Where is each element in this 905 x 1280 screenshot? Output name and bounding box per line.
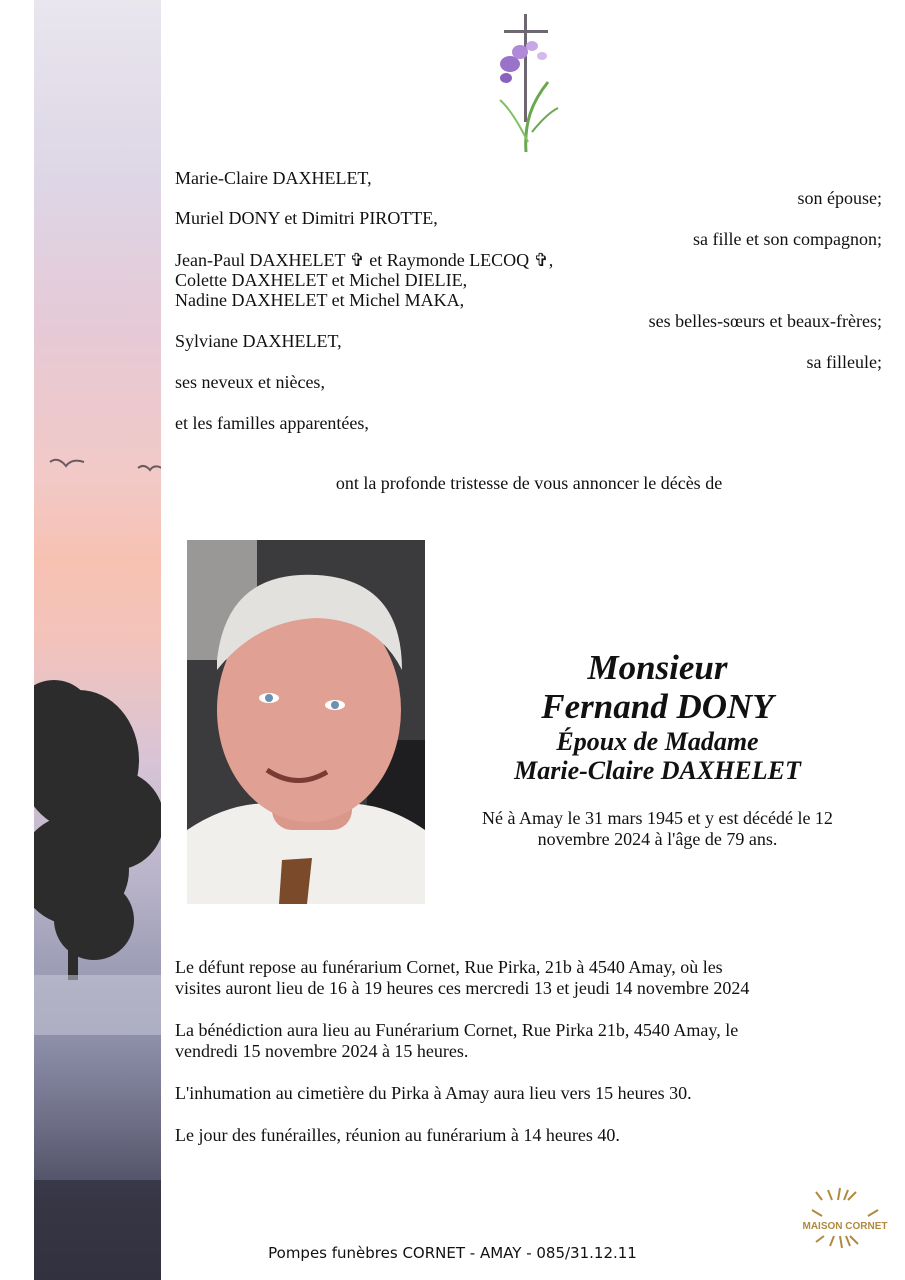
family-line: Muriel DONY et Dimitri PIROTTE, [175,208,438,228]
portrait-photo [187,540,425,904]
cross-flower-icon [488,12,568,160]
family-relation: sa filleule; [806,352,882,372]
decorative-side-panel [34,0,161,1280]
announcement-text: ont la profonde tristesse de vous annoncer le décès de [335,473,723,493]
spouse-line: Époux de Madame [556,727,759,756]
details-paragraph: La bénédiction aura lieu au Funérarium Cornet, Rue Pirka 21b, 4540 Amay, le [175,1020,739,1040]
family-line: Marie-Claire DAXHELET, [175,168,372,188]
family-line: Colette DAXHELET et Michel DIELIE, [175,270,468,290]
family-line: Jean-Paul DAXHELET ✞ et Raymonde LECOQ ✞, [175,250,554,270]
family-relation: son épouse; [797,188,882,208]
family-line: Nadine DAXHELET et Michel MAKA, [175,290,465,310]
details-paragraph: vendredi 15 novembre 2024 à 15 heures. [175,1041,469,1061]
footer-contact: Pompes funèbres CORNET - AMAY - 085/31.12.11 [268,1244,637,1262]
family-line: ses neveux et nièces, [175,372,325,392]
family-relation: ses belles-sœurs et beaux-frères; [648,311,882,331]
details-paragraph: Le jour des funérailles, réunion au funérarium à 14 heures 40. [175,1125,620,1145]
bird-icon [50,460,84,466]
svg-text:MAISON CORNET: MAISON CORNET [802,1221,888,1232]
family-line: Sylviane DAXHELET, [175,331,342,351]
deceased-name: Fernand DONY [541,687,774,726]
birth-death-info: novembre 2024 à l'âge de 79 ans. [537,829,778,849]
details-paragraph: L'inhumation au cimetière du Pirka à Amay aura lieu vers 15 heures 30. [175,1083,692,1103]
spouse-name: Marie-Claire DAXHELET [514,756,801,785]
family-relation: sa fille et son compagnon; [693,229,882,249]
birth-death-info: Né à Amay le 31 mars 1945 et y est décédé le 12 [482,808,833,828]
details-paragraph: Le défunt repose au funérarium Cornet, Rue Pirka, 21b à 4540 Amay, où les [175,957,723,977]
deceased-title: Monsieur [587,648,728,687]
bird-icon [138,466,161,470]
tree-silhouette [34,680,161,980]
family-line: et les familles apparentées, [175,413,369,433]
landscape-illustration [34,0,161,1280]
details-paragraph: visites auront lieu de 16 à 19 heures ces mercredi 13 et jeudi 14 novembre 2024 [175,978,750,998]
